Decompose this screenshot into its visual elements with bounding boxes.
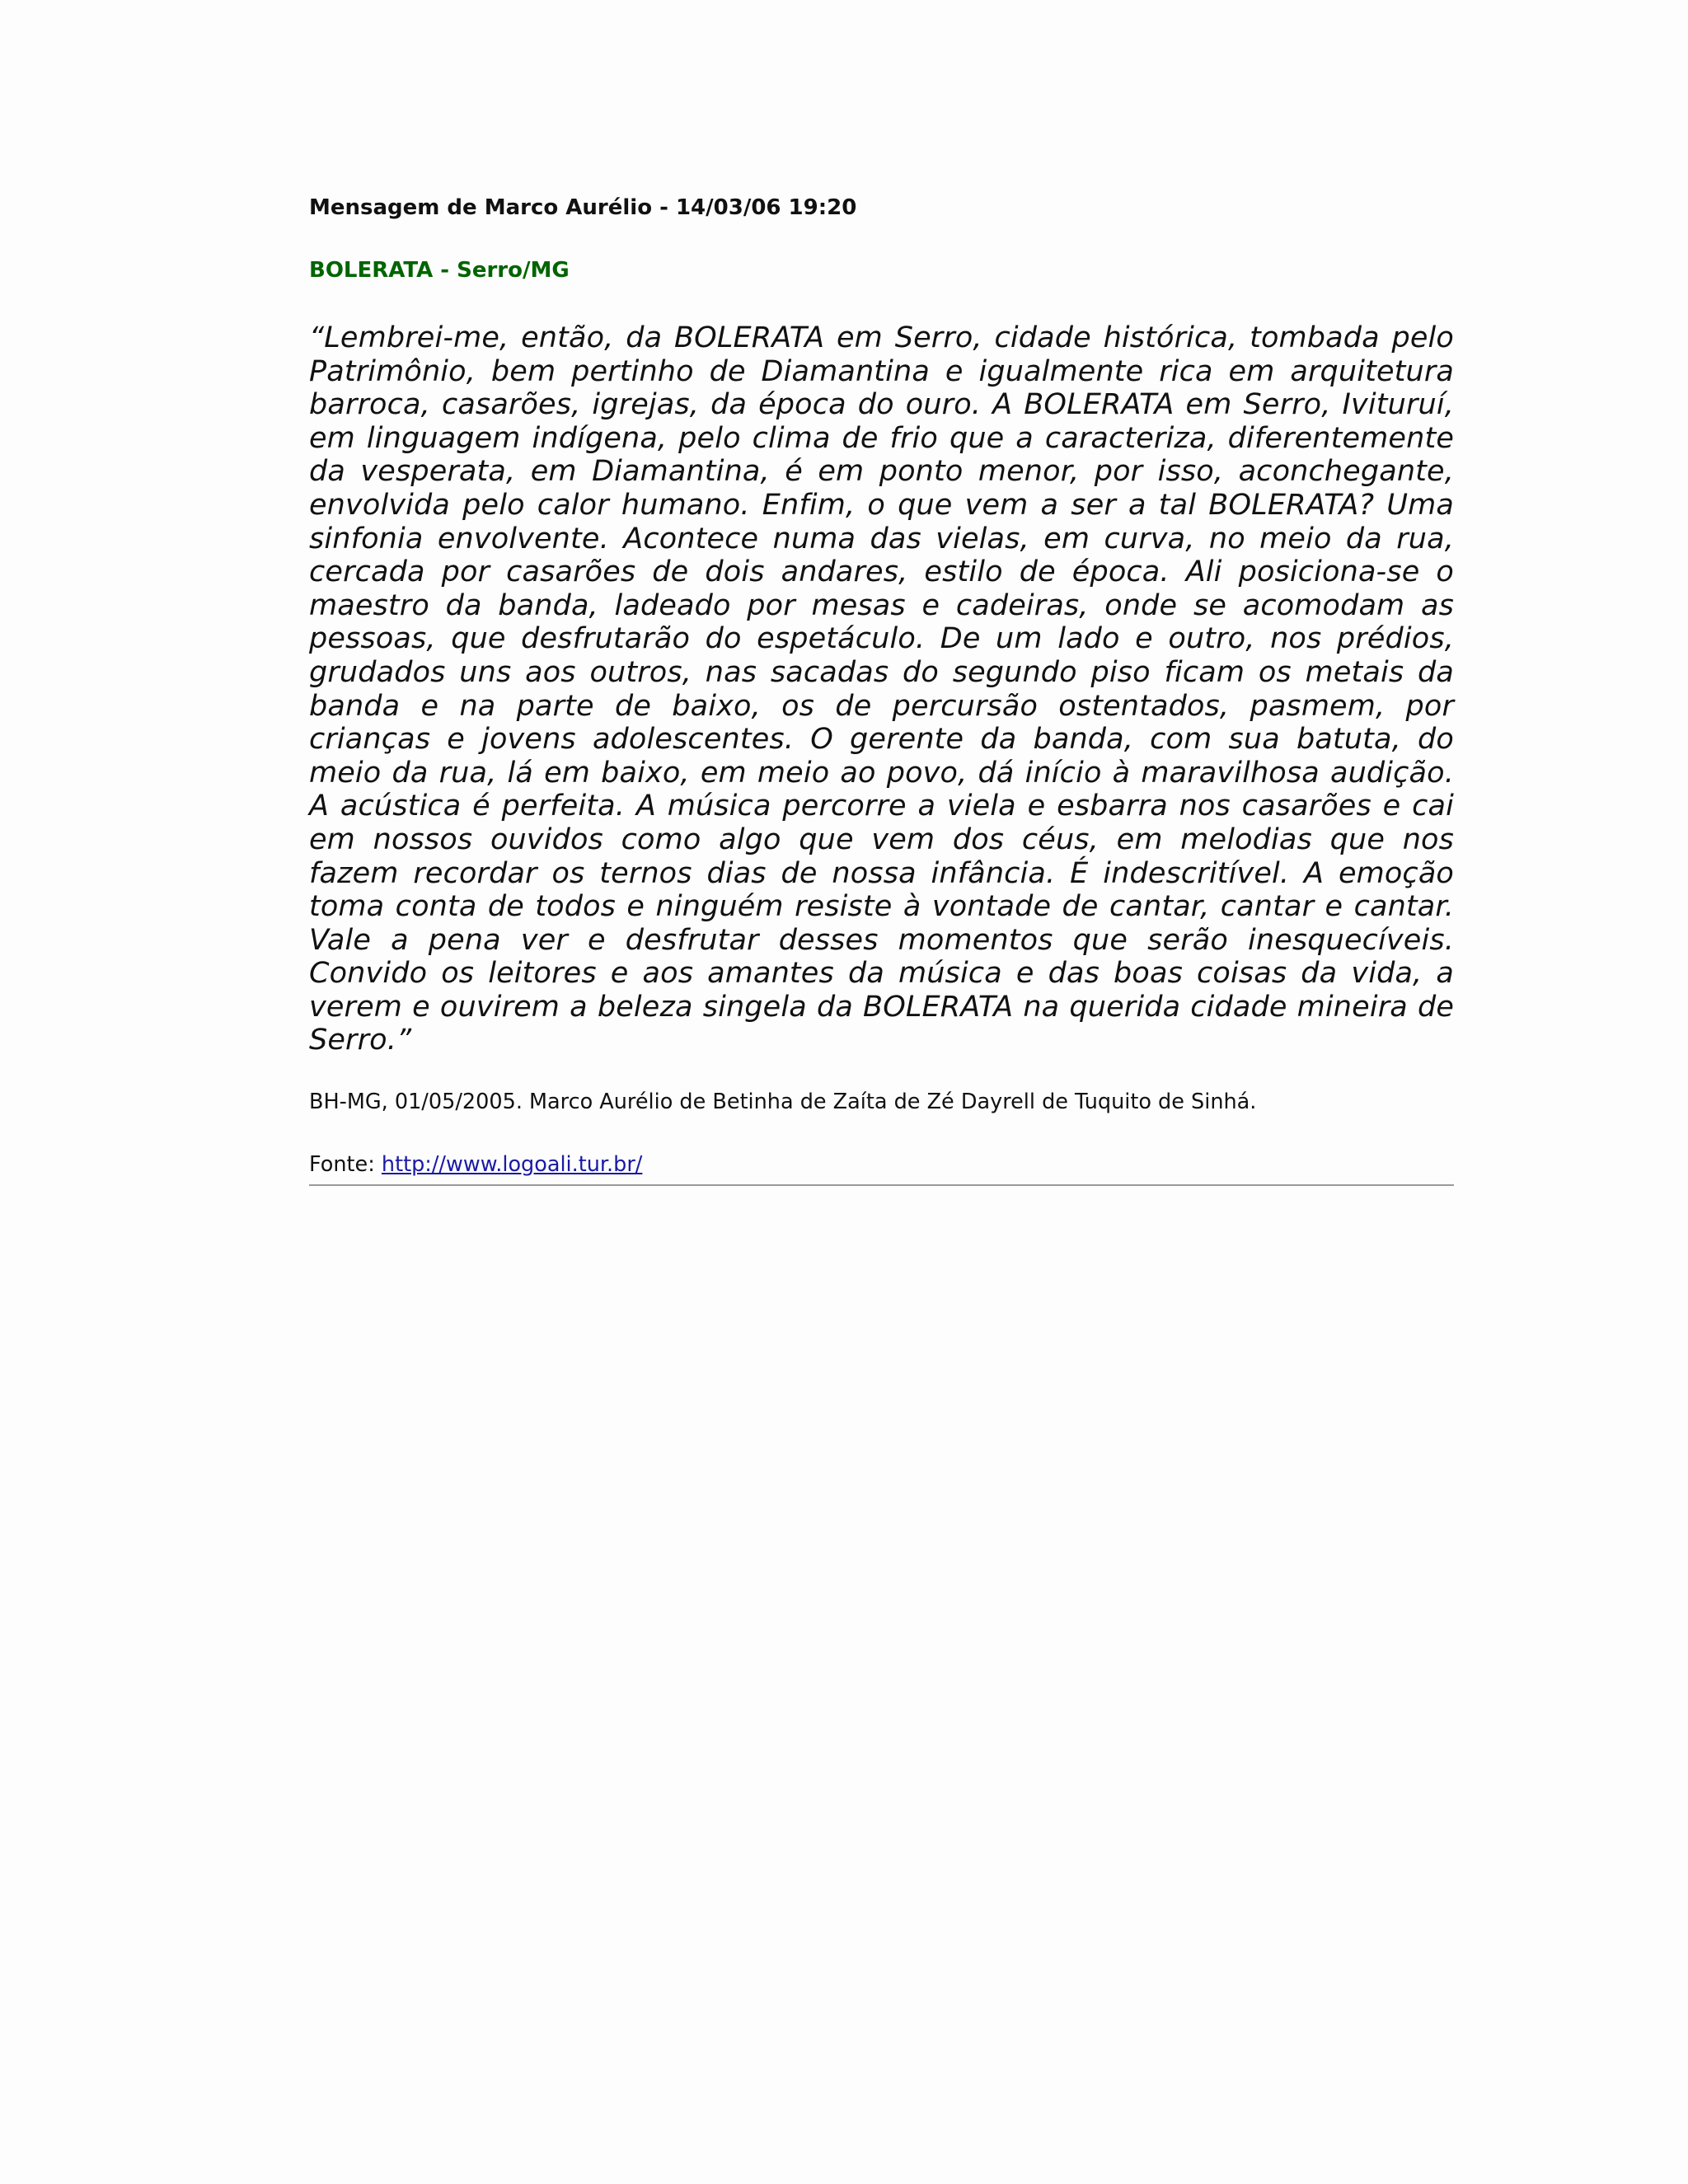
article-quote: “Lembrei-me, então, da BOLERATA em Serro, cidade histórica, tombada pelo Patrimônio, bem pertinho de Diamantina e igualmente rica em arquitetura barroca, casarões, igrejas, da época do ouro. A BOLERATA em Serro, Ivituruí, em linguagem indígena, pelo clima de frio que a caracteriza, diferentemente da vesperata, em Diamantina, é em ponto menor, por isso, aconchegante, envolvida pelo calor humano. Enfim, o que vem a ser a tal BOLERATA? Uma sinfonia envolvente. Acontece numa das vielas, em curva, no meio da rua, cercada por casarões de dois andares, estilo de época. Ali posiciona-se o maestro da banda, ladeado por mesas e cadeiras, onde se acomodam as pessoas, que desfrutarão do espetáculo. De um lado e outro, nos prédios, grudados uns aos outros, nas sacadas do segundo piso ficam os metais da banda e na parte de baixo, os de percursão ostentados, pasmem, por crianças e jovens adolescentes. O gerente da banda, com sua batuta, do meio da rua, lá em baixo, em meio ao povo, dá início à maravilhosa audição. A acústica é perfeita. A música percorre a viela e esbarra nos casarões e cai em nossos ouvidos como algo que vem dos céus, em melodias que nos fazem recordar os ternos dias de nossa infância. É indescritível. A emoção toma conta de todos e ninguém resiste à vontade de cantar, cantar e cantar. Vale a pena ver e desfrutar desses momentos que serão inesquecíveis. Convido os leitores e aos amantes da música e das boas coisas da vida, a verem e ouvirem a beleza singela da BOLERATA na querida cidade mineira de Serro.” — [309, 321, 1454, 1057]
source-line — [309, 1150, 1454, 1179]
message-header: Mensagem de Marco Aurélio - 14/03/06 19:20 — [309, 195, 857, 220]
source-link[interactable]: http://www.logoali.tur.br/ — [381, 1152, 643, 1178]
message-page — [309, 193, 1454, 1186]
divider — [309, 1184, 1454, 1186]
source-label: Fonte: — [309, 1152, 382, 1178]
article-signature: BH-MG, 01/05/2005. Marco Aurélio de Betinha de Zaíta de Zé Dayrell de Tuquito de Sinhá. — [309, 1090, 1257, 1115]
article-heading: BOLERATA - Serro/MG — [309, 258, 570, 283]
